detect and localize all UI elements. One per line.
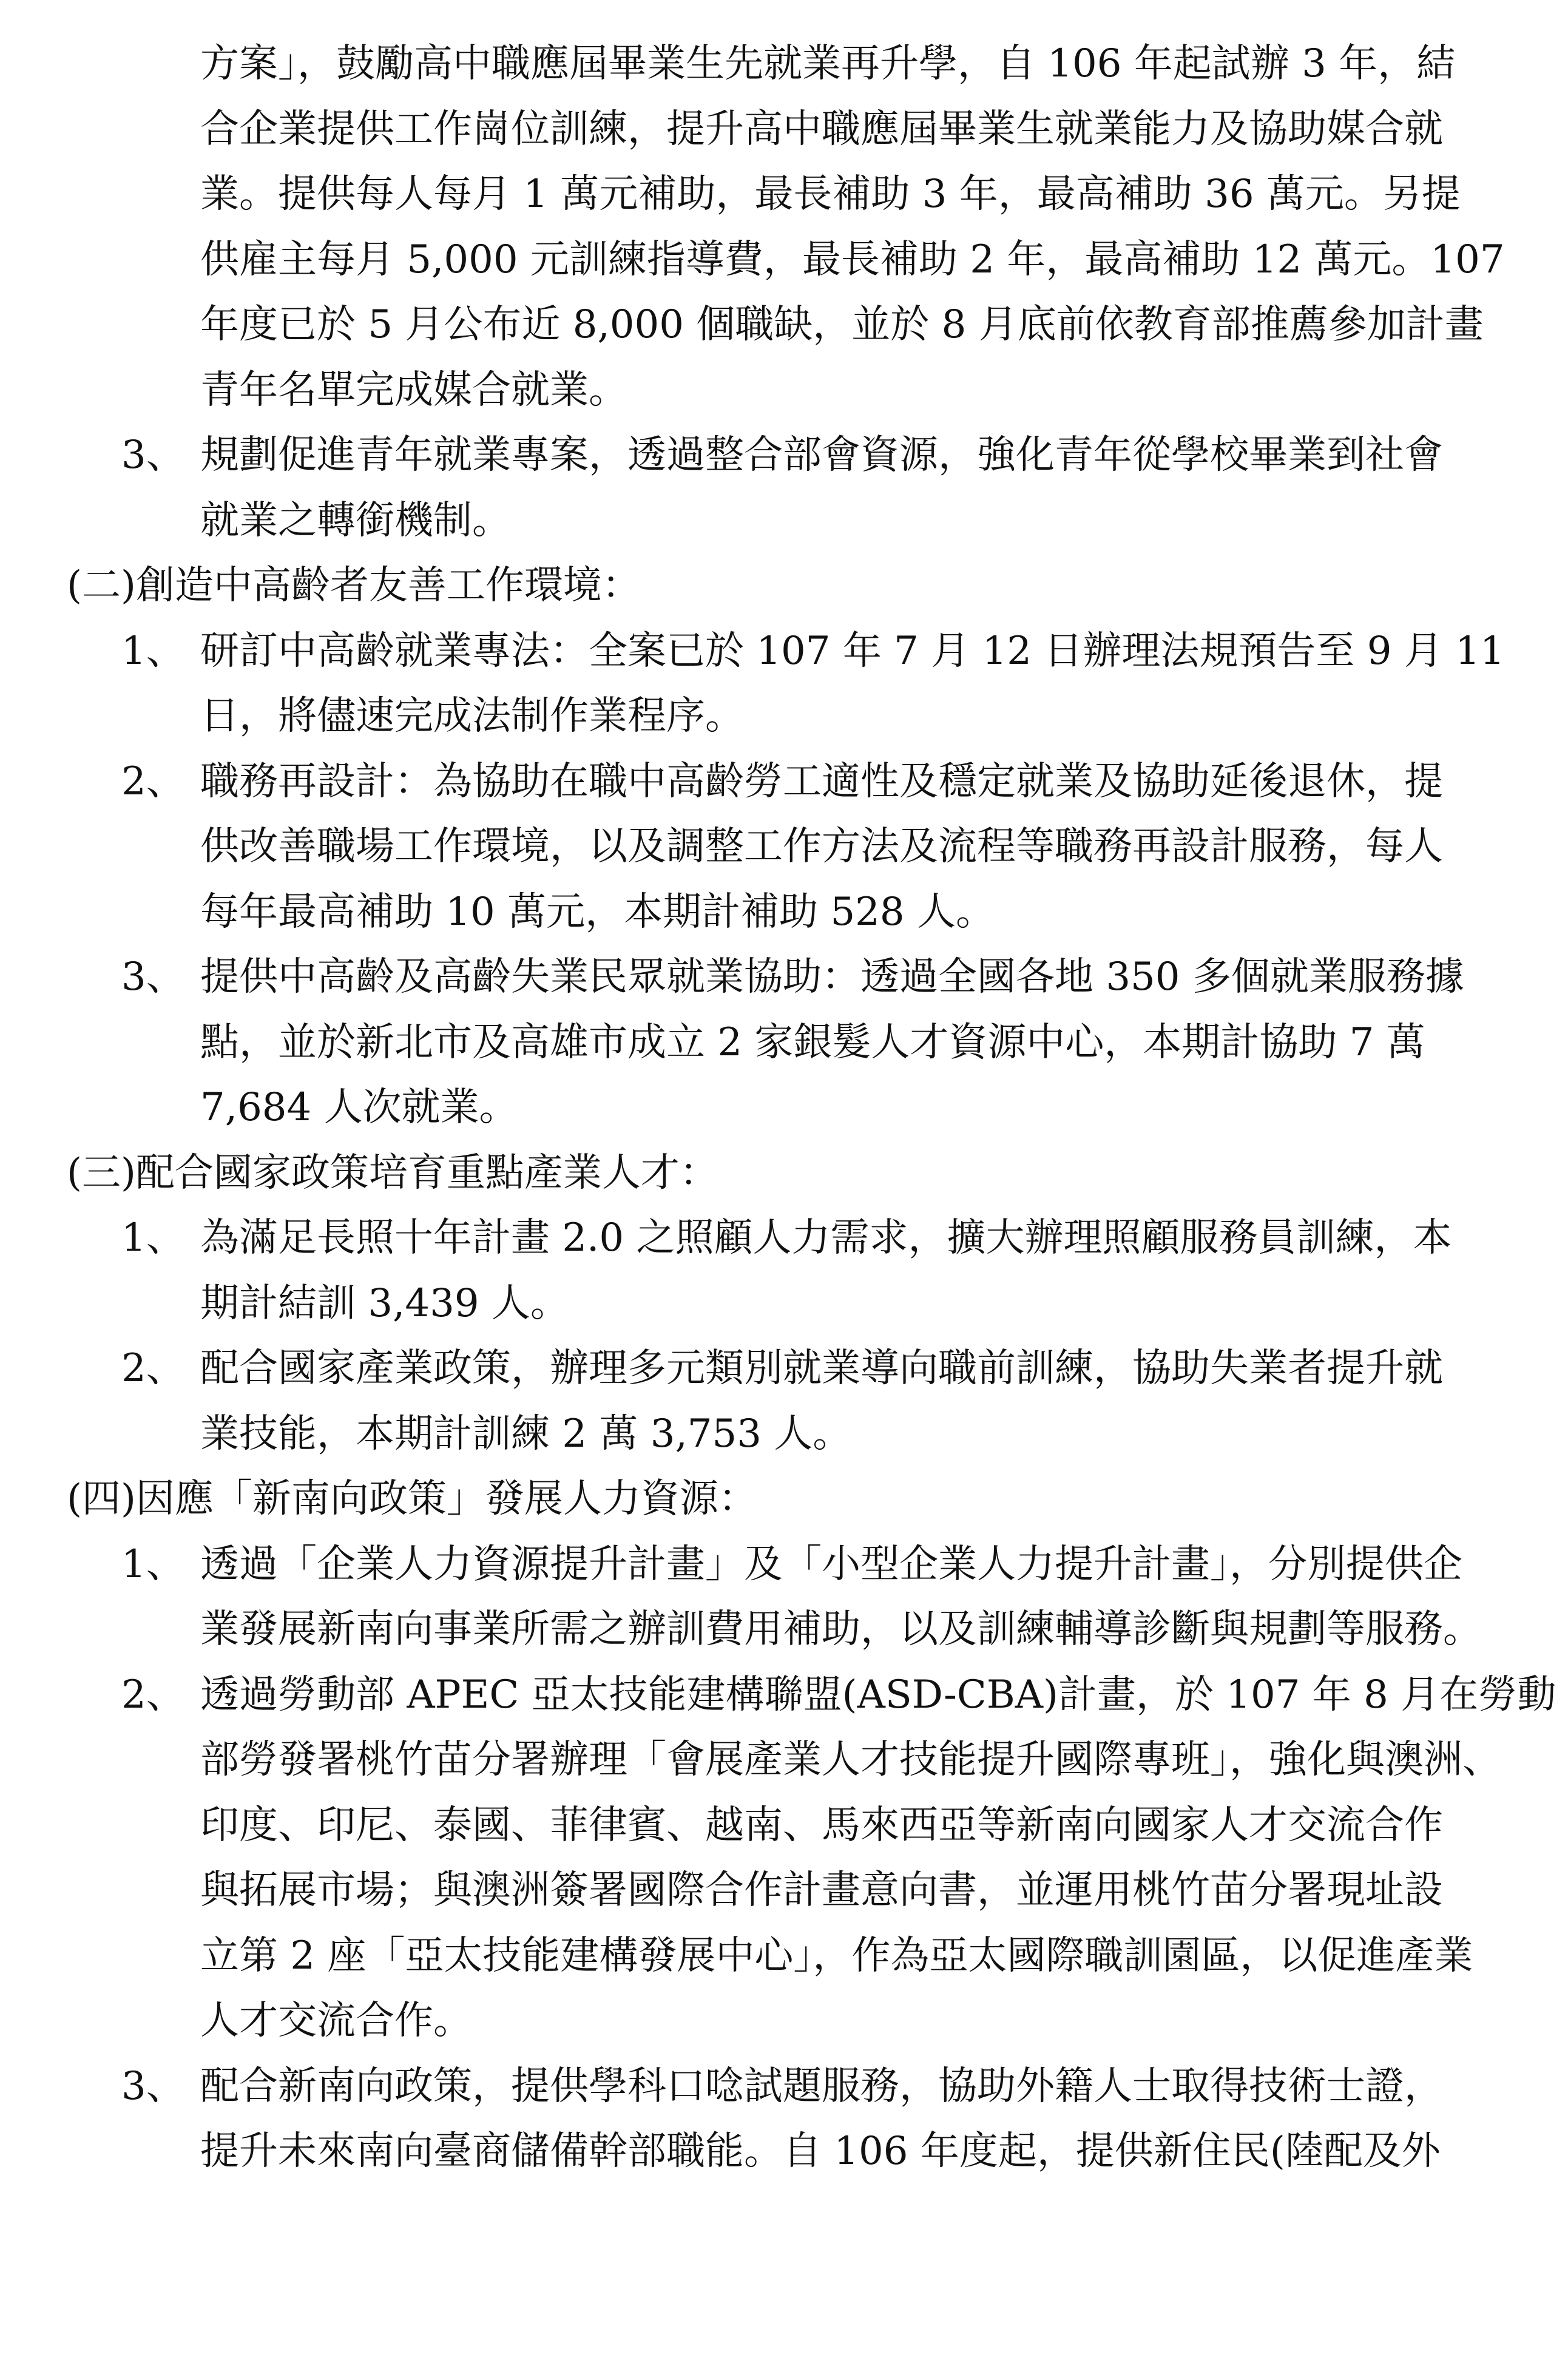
- item-text: 透過「企業人力資源提升計畫」及「小型企業人力提升計畫」，分別提供企: [200, 1541, 1462, 1587]
- text-line: 供雇主每月 5,000 元訓練指導費，最長補助 2 年，最高補助 12 萬元。107: [200, 237, 1505, 282]
- list-item: [121, 950, 1464, 1004]
- item-number: 1、: [121, 1216, 185, 1260]
- section-heading: (三)配合國家政策培育重點產業人才：: [67, 1150, 718, 1195]
- text-line: 青年名單完成媒合就業。: [200, 367, 627, 413]
- item-text: 提供中高齡及高齡失業民眾就業協助：透過全國各地 350 多個就業服務據: [200, 955, 1464, 999]
- text-line: 人才交流合作。: [200, 1998, 472, 2043]
- text-line: 年度已於 5 月公布近 8,000 個職缺，並於 8 月底前依教育部推薦參加計畫: [200, 302, 1484, 347]
- text-line: 部勞發署桃竹苗分署辦理「會展產業人才技能提升國際專班」，強化與澳洲、: [200, 1737, 1501, 1782]
- item-number: 3、: [121, 2063, 185, 2109]
- item-text: 職務再設計：為協助在職中高齡勞工適性及穩定就業及協助延後退休，提: [200, 759, 1443, 804]
- text-line: 每年最高補助 10 萬元，本期計補助 528 人。: [200, 889, 995, 935]
- item-number: 3、: [121, 433, 185, 478]
- list-item: [121, 1211, 1451, 1265]
- text-line: 就業之轉銜機制。: [200, 498, 511, 543]
- list-item: [121, 2059, 1443, 2114]
- list-item: [121, 624, 1505, 678]
- text-line: 點，並於新北市及高雄市成立 2 家銀髮人才資源中心，本期計協助 7 萬: [200, 1019, 1425, 1065]
- text-line: 業技能，本期計訓練 2 萬 3,753 人。: [200, 1411, 852, 1456]
- text-line: 方案」，鼓勵高中職應屆畢業生先就業再升學，自 106 年起試辦 3 年，結: [200, 41, 1456, 86]
- item-text: 透過勞動部 APEC 亞太技能建構聯盟(ASD-CBA)計畫，於 107 年 8 月在勞動: [200, 1672, 1556, 1717]
- item-text: 研訂中高齡就業專法：全案已於 107 年 7 月 12 日辦理法規預告至 9 月 11: [200, 628, 1505, 674]
- item-text: 配合新南向政策，提供學科口唸試題服務，協助外籍人士取得技術士證，: [200, 2063, 1443, 2109]
- text-line: 7,684 人次就業。: [200, 1085, 518, 1130]
- text-line: 立第 2 座「亞太技能建構發展中心」，作為亞太國際職訓園區，以促進產業: [200, 1933, 1473, 1978]
- text-line: 日，將儘速完成法制作業程序。: [200, 694, 744, 739]
- list-item: [121, 1668, 1556, 1722]
- item-text: 配合國家產業政策，辦理多元類別就業導向職前訓練，協助失業者提升就: [200, 1346, 1443, 1391]
- list-item: [121, 428, 1443, 482]
- item-number: 1、: [121, 628, 185, 674]
- item-number: 1、: [121, 1541, 185, 1587]
- item-number: 2、: [121, 759, 185, 804]
- item-text: 為滿足長照十年計畫 2.0 之照顧人力需求，擴大辦理照顧服務員訓練，本: [200, 1216, 1452, 1260]
- text-line: 提升未來南向臺商儲備幹部職能。自 106 年度起，提供新住民(陸配及外: [200, 2129, 1441, 2174]
- item-number: 2、: [121, 1346, 185, 1391]
- text-line: 供改善職場工作環境，以及調整工作方法及流程等職務再設計服務，每人: [200, 824, 1443, 869]
- text-line: 業發展新南向事業所需之辦訓費用補助，以及訓練輔導診斷與規劃等服務。: [200, 1607, 1482, 1652]
- text-line: 業。提供每人每月 1 萬元補助，最長補助 3 年，最高補助 36 萬元。另提: [200, 172, 1461, 217]
- section-heading: (四)因應「新南向政策」發展人力資源：: [67, 1476, 757, 1521]
- item-text: 規劃促進青年就業專案，透過整合部會資源，強化青年從學校畢業到社會: [200, 433, 1443, 478]
- list-item: [121, 754, 1443, 809]
- text-line: 與拓展市場；與澳洲簽署國際合作計畫意向書，並運用桃竹苗分署現址設: [200, 1868, 1443, 1913]
- item-number: 2、: [121, 1672, 185, 1717]
- section-heading: (二)創造中高齡者友善工作環境：: [67, 563, 641, 608]
- text-line: 印度、印尼、泰國、菲律賓、越南、馬來西亞等新南向國家人才交流合作: [200, 1802, 1443, 1848]
- item-number: 3、: [121, 955, 185, 999]
- list-item: [121, 1537, 1462, 1592]
- list-item: [121, 1341, 1443, 1396]
- text-line: 合企業提供工作崗位訓練，提升高中職應屆畢業生就業能力及協助媒合就: [200, 106, 1443, 152]
- text-line: 期計結訓 3,439 人。: [200, 1280, 569, 1326]
